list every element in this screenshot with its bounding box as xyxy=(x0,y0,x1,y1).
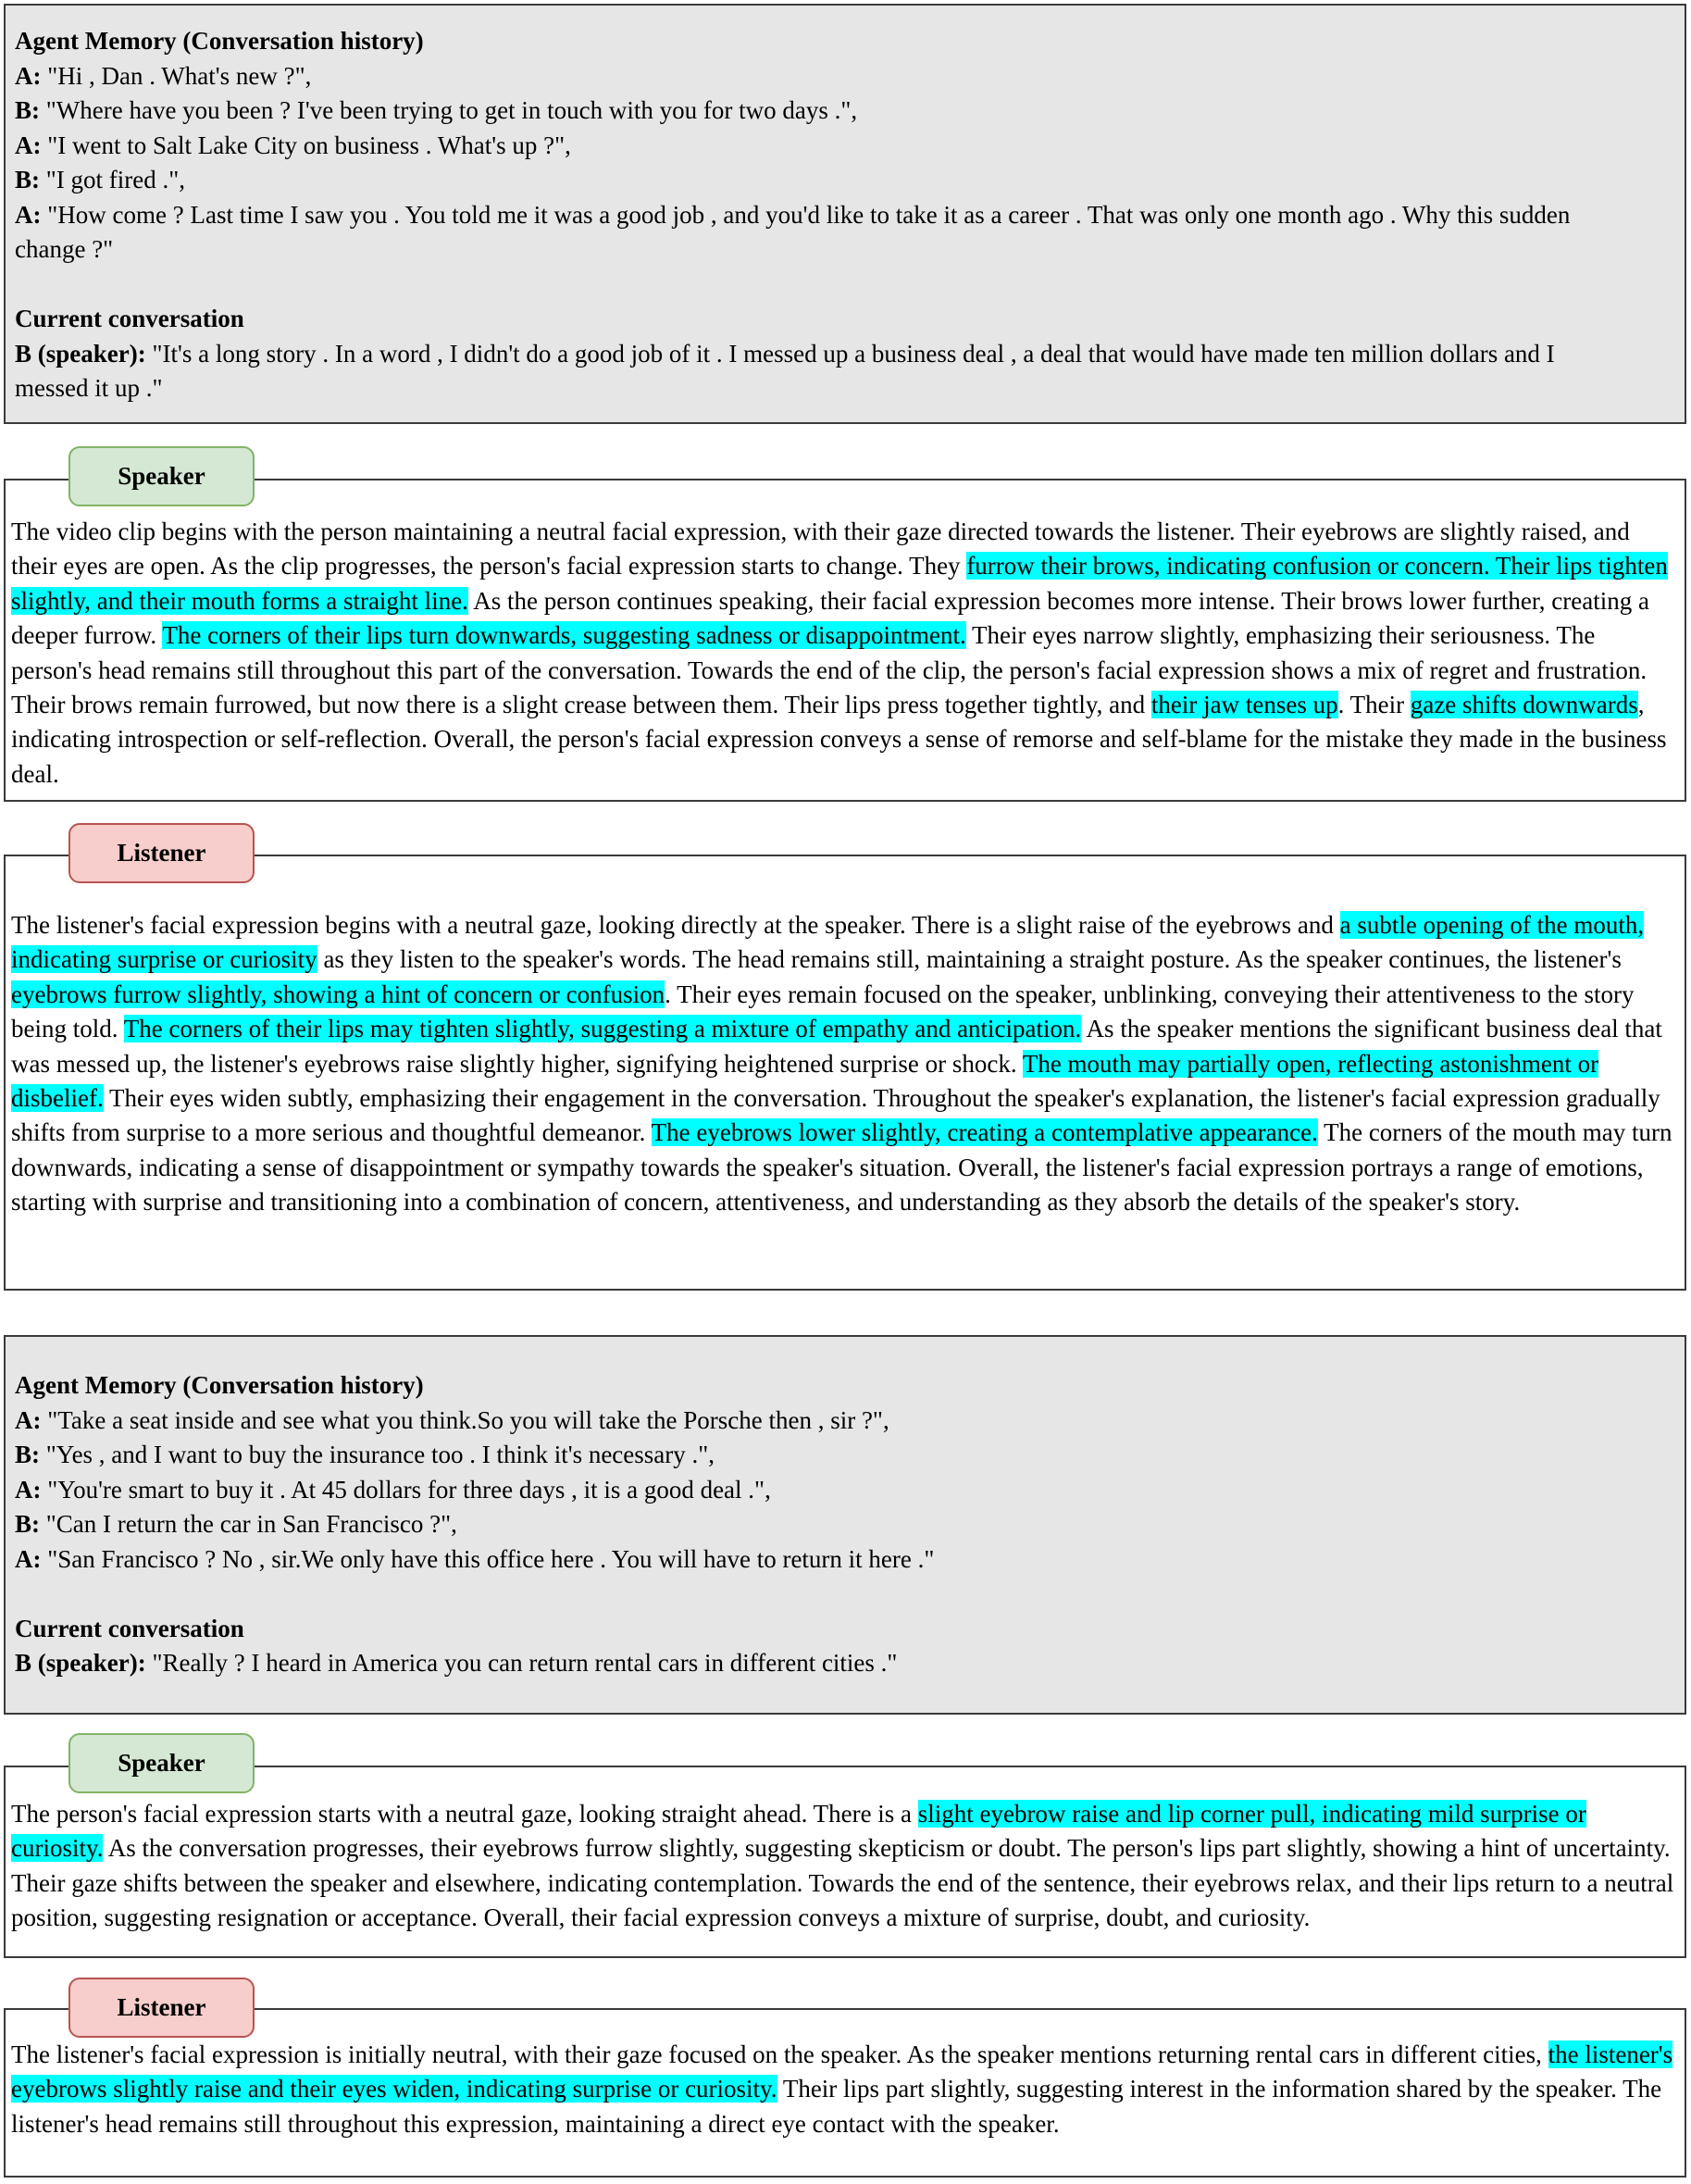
speaker-label: B: xyxy=(15,166,40,193)
speaker-tag-1: Speaker xyxy=(68,446,255,506)
description-text: The listener's facial expression is initially neutral, with their gaze focused on the speaker. As the speaker mentions returning rental cars in different cities, xyxy=(11,2040,1548,2068)
utterance-text: "San Francisco ? No , sir.We only have this office here . You will have to return it here ." xyxy=(41,1544,935,1573)
listener-tag-2: Listener xyxy=(68,1978,255,2038)
conversation-line xyxy=(15,1473,1677,1508)
speaker-label: B: xyxy=(15,1510,40,1538)
conversation-line xyxy=(15,59,1677,94)
description-text: . Their eyes remain focused on the speaker, unblinking, conveying their attentiveness to the story being told. xyxy=(11,980,1635,1043)
utterance-text: "I got fired .", xyxy=(40,166,186,193)
listener-description-panel-1 xyxy=(4,855,1686,1291)
memory-heading: Agent Memory (Conversation history) xyxy=(15,27,424,55)
highlighted-phrase: The corners of their lips may tighten slightly, suggesting a mixture of empathy and anticipation. xyxy=(123,1015,1082,1043)
speaker-label: A: xyxy=(15,61,42,90)
conversation-line xyxy=(15,129,1677,164)
utterance-text: "Can I return the car in San Francisco ?", xyxy=(40,1510,457,1538)
agent-memory-panel-1 xyxy=(4,4,1686,424)
memory-lines xyxy=(15,1404,1677,1578)
description-text: As the person continues speaking, their facial expression becomes more intense. Their brows lower further, creating a deeper furrow. xyxy=(11,586,1649,650)
utterance-text: "Take a seat inside and see what you think.So you will take the Porsche then , sir ?", xyxy=(41,1405,889,1434)
speaker-description xyxy=(11,1797,1681,1936)
utterance-text: "I went to Salt Lake City on business . What's up ?", xyxy=(41,131,571,159)
utterance-text: change ?" xyxy=(15,235,114,263)
conversation-line xyxy=(15,94,1677,129)
conversation-line xyxy=(15,1507,1677,1542)
highlighted-phrase: their jaw tenses up xyxy=(1150,691,1338,719)
speaker-description-panel-1 xyxy=(4,479,1686,802)
utterance-text: "Hi , Dan . What's new ?", xyxy=(41,61,312,90)
speaker-tag-2: Speaker xyxy=(68,1733,255,1793)
conversation-line xyxy=(15,1542,1677,1578)
speaker-label: A: xyxy=(15,1405,42,1434)
listener-tag-1: Listener xyxy=(68,823,255,883)
current-conversation-heading: Current conversation xyxy=(15,1614,244,1642)
description-text: The listener's facial expression begins with a neutral gaze, looking directly at the speaker. There is a slight raise of the eyebrows and xyxy=(11,911,1340,939)
listener-description xyxy=(11,2038,1681,2141)
speaker-label: B: xyxy=(15,96,40,124)
highlighted-phrase: eyebrows furrow slightly, showing a hint of concern or confusion xyxy=(11,980,665,1008)
description-text: as they listen to the speaker's words. The head remains still, maintaining a straight posture. As the speaker continues, the listener's xyxy=(317,945,1622,974)
highlighted-phrase: the listener's eyebrows slightly raise and their eyes widen, indicating surprise or curiosity. xyxy=(11,2040,1673,2103)
speaker-label: B (speaker): xyxy=(15,339,146,368)
speaker-label: A: xyxy=(15,131,42,159)
description-text: Their lips part slightly, suggesting interest in the information shared by the speaker. The listener's head remains still throughout this expression, maintaining a direct eye contact with the speaker. xyxy=(11,2075,1662,2138)
current-conversation-lines xyxy=(15,337,1677,406)
conversation-line xyxy=(15,1404,1677,1439)
conversation-line xyxy=(15,1438,1677,1473)
conversation-line xyxy=(15,337,1677,372)
conversation-line xyxy=(15,232,1677,268)
utterance-text: messed it up ." xyxy=(15,374,163,402)
highlighted-phrase: furrow their brows, indicating confusion or concern. Their lips tighten slightly, and their mouth forms a straight line. xyxy=(11,552,1668,615)
memory-lines xyxy=(15,59,1677,268)
speaker-label: A: xyxy=(15,1475,42,1504)
description-text: The person's facial expression starts with a neutral gaze, looking straight ahead. There is a xyxy=(11,1800,918,1828)
utterance-text: "You're smart to buy it . At 45 dollars for three days , it is a good deal .", xyxy=(41,1475,771,1504)
listener-description xyxy=(11,908,1681,1220)
speaker-label: B: xyxy=(15,1441,40,1468)
description-text: As the conversation progresses, their eyebrows furrow slightly, suggesting skepticism or doubt. The person's lips part slightly, showing a hint of uncertainty. Their gaze shifts between the speaker and elsewhere, indicating contemplation. Towards the end of the sentence, their eyebrows relax, and their lips return to a neutral position, suggesting resignation or acceptance. Overall, their facial expression conveys a mixture of surprise, doubt, and curiosity. xyxy=(11,1834,1674,1932)
description-text: The corners of the mouth may turn downwards, indicating a sense of disappointment or sympathy towards the speaker's situation. Overall, the listener's facial expression portrays a range of emotions, starting with surprise and transitioning into a combination of concern, attentiveness, and understanding as they absorb the details of the speaker's story. xyxy=(11,1118,1672,1217)
conversation-line xyxy=(15,1646,1677,1681)
utterance-text: "How come ? Last time I saw you . You told me it was a good job , and you'd like to take it as a career . That was only one month ago . Why this sudden xyxy=(41,200,1571,229)
current-conversation-heading: Current conversation xyxy=(15,305,244,332)
highlighted-phrase: The eyebrows lower slightly, creating a contemplative appearance. xyxy=(651,1118,1318,1147)
description-text: . Their xyxy=(1337,691,1411,719)
conversation-line xyxy=(15,163,1677,198)
agent-memory-panel-2 xyxy=(4,1335,1686,1715)
highlighted-phrase: The corners of their lips turn downwards, suggesting sadness or disappointment. xyxy=(162,621,966,650)
memory-heading: Agent Memory (Conversation history) xyxy=(15,1371,424,1399)
description-text: The video clip begins with the person maintaining a neutral facial expression, with their gaze directed towards the listener. Their eyebrows are slightly raised, and their eyes are open. As the clip progresses, the person's facial expression starts to change. They xyxy=(11,518,1630,580)
conversation-line xyxy=(15,198,1677,233)
highlighted-phrase: The mouth may partially open, reflecting astonishment or disbelief. xyxy=(11,1049,1599,1113)
conversation-line xyxy=(15,371,1677,406)
speaker-label: A: xyxy=(15,200,42,229)
description-text: , indicating introspection or self-reflection. Overall, the person's facial expression conveys a sense of remorse and self-blame for the mistake they made in the business deal. xyxy=(11,691,1667,788)
highlighted-phrase: slight eyebrow raise and lip corner pull, indicating mild surprise or curiosity. xyxy=(11,1800,1586,1863)
speaker-label: B (speaker): xyxy=(15,1649,146,1677)
speaker-description xyxy=(11,515,1681,792)
current-conversation-lines xyxy=(15,1646,1677,1681)
description-text: As the speaker mentions the significant business deal that was messed up, the listener's eyebrows raise slightly higher, signifying heightened surprise or shock. xyxy=(11,1015,1662,1078)
description-text: Their eyes narrow slightly, emphasizing their seriousness. The person's head remains still throughout this part of the conversation. Towards the end of the clip, the person's facial expression shows a mix of regret and frustration. Their brows remain furrowed, but now there is a slight crease between them. Their lips press together tightly, and xyxy=(11,621,1647,719)
speaker-label: A: xyxy=(15,1544,42,1573)
utterance-text: "Where have you been ? I've been trying to get in touch with you for two days .", xyxy=(40,96,858,124)
listener-description-panel-2 xyxy=(4,2008,1686,2178)
utterance-text: "It's a long story . In a word , I didn't do a good job of it . I messed up a business deal , a deal that would have made ten million dollars and I xyxy=(145,339,1555,368)
highlighted-phrase: gaze shifts downwards xyxy=(1410,691,1638,719)
utterance-text: "Yes , and I want to buy the insurance too . I think it's necessary .", xyxy=(40,1441,715,1468)
utterance-text: "Really ? I heard in America you can return rental cars in different cities ." xyxy=(145,1649,898,1677)
description-text: Their eyes widen subtly, emphasizing their engagement in the conversation. Throughout the speaker's explanation, the listener's facial expression gradually shifts from surprise to a more serious and thoughtful demeanor. xyxy=(11,1084,1660,1147)
highlighted-phrase: a subtle opening of the mouth, indicating surprise or curiosity xyxy=(11,911,1645,974)
speaker-description-panel-2 xyxy=(4,1766,1686,1958)
